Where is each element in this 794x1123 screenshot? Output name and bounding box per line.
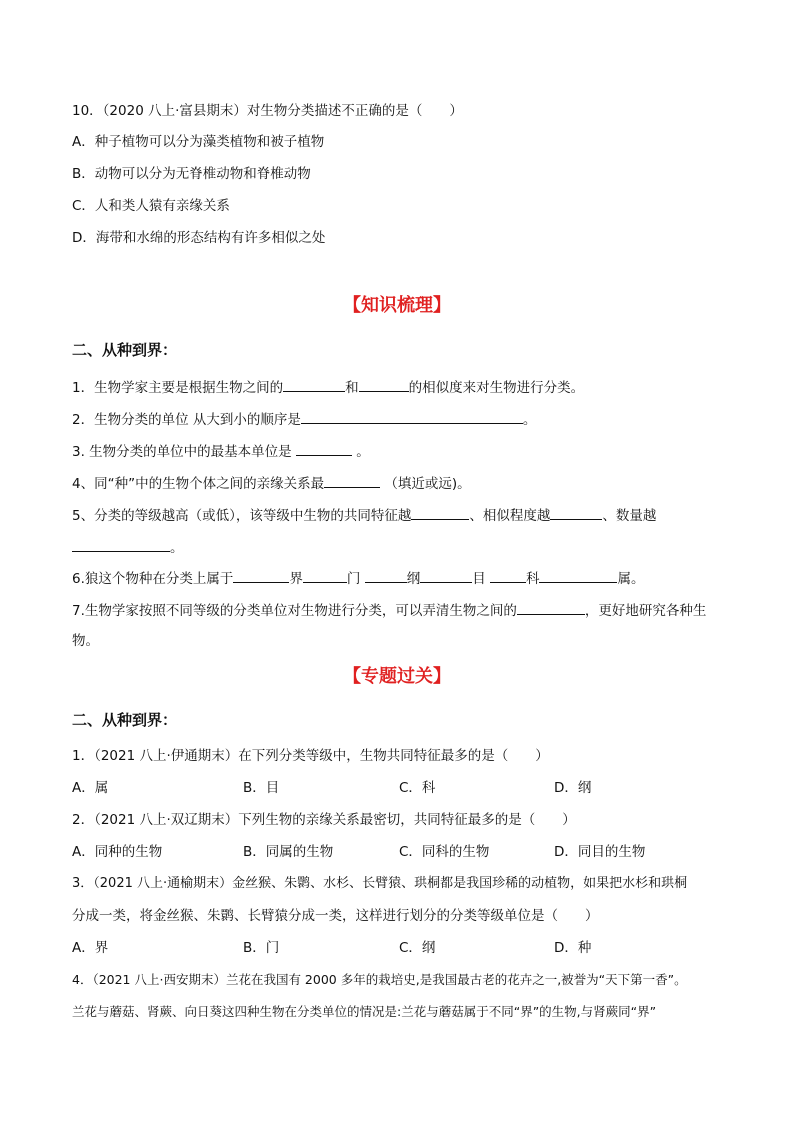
knowledge-section-title: 二、从种到界： [72,341,178,359]
practice-q3-option: D．种 [554,940,592,956]
practice-heading: 【专题过关】 [343,666,451,687]
knowledge-item-5-cont [72,536,184,558]
practice-q3-option: C．纲 [399,940,436,956]
practice-q3-option: A．界 [72,940,109,956]
item-5-text-c: 、数量越 [602,508,657,524]
fill-blank[interactable] [301,408,523,424]
practice-q2-option: A．同种的生物 [72,844,163,860]
item-6-text-d: 纲 [406,571,421,587]
item-7-text-b: ，更好地研究各种生 [584,603,707,619]
fill-blank[interactable] [303,567,347,583]
fill-blank[interactable] [517,599,585,615]
practice-q4-stem-line1: 4．（2021 八上·西安期末）兰花在我国有 2000 多年的栽培史,是我国最古老的花卉之一,被誉为“天下第一香”。 [72,972,687,987]
fill-blank[interactable] [490,567,526,583]
item-3-text-b: 。 [351,444,370,460]
item-3-text-a: 3. 生物分类的单位中的最基本单位是 [72,444,296,460]
practice-q2-option: C．同科的生物 [399,844,490,860]
item-4-text-a: 4、同“种”中的生物个体之间的亲缘关系最 [72,476,325,492]
item-4-text-b: （填近或远)。 [380,476,471,492]
item-6-text-a: 6.狼这个物种在分类上属于 [72,571,234,587]
question-10-option-d: D．海带和水绵的形态结构有许多相似之处 [72,230,326,246]
fill-blank[interactable] [539,567,617,583]
practice-q1-stem: 1．（2021 八上·伊通期末）在下列分类等级中，生物共同特征最多的是（ ） [72,748,549,764]
practice-q1-option: D．纲 [554,780,592,796]
practice-q4-stem-line2: 兰花与蘑菇、肾蕨、向日葵这四种生物在分类单位的情况是:兰花与蘑菇属于不同“界”的生物,与肾蕨同“界” [72,1004,657,1019]
question-10-option-a: A．种子植物可以分为藻类植物和被子植物 [72,134,325,150]
item-1-text-b: 和 [345,380,359,396]
fill-blank[interactable] [359,376,409,392]
item-2-text-b: 。 [522,412,537,428]
question-10-option-b: B．动物可以分为无脊椎动物和脊椎动物 [72,166,311,182]
item-6-text-b: 界 [289,571,303,587]
practice-q1-option: B．目 [243,780,280,796]
knowledge-heading: 【知识梳理】 [343,295,451,316]
item-2-text-a: 2．生物分类的单位 从大到小的顺序是 [72,412,301,428]
item-1-text-c: 的相似度来对生物进行分类。 [408,380,585,396]
question-10-option-c: C．人和类人猿有亲缘关系 [72,198,230,214]
knowledge-item-5 [72,504,656,526]
practice-q1-option: C．科 [399,780,436,796]
knowledge-item-3 [72,440,370,462]
practice-q3-option: B．门 [243,940,280,956]
knowledge-item-4 [72,472,471,494]
knowledge-item-1 [72,376,584,398]
practice-q1-option: A．属 [72,780,109,796]
fill-blank[interactable] [550,504,602,520]
item-5-text-b: 、相似程度越 [469,508,551,524]
item-6-text-e: 目 [472,571,490,587]
item-1-text-a: 1．生物学家主要是根据生物之间的 [72,380,284,396]
knowledge-item-2 [72,408,536,430]
fill-blank[interactable] [296,440,352,456]
item-5-text-d: 。 [170,540,184,556]
fill-blank[interactable] [72,536,170,552]
item-6-text-c: 门 [346,571,365,587]
item-5-text-a: 5、分类的等级越高（或低），该等级中生物的共同特征越 [72,508,412,524]
knowledge-item-7 [72,599,706,621]
practice-q2-stem: 2．（2021 八上·双辽期末）下列生物的亲缘关系最密切，共同特征最多的是（ ） [72,812,576,828]
practice-q2-option: B．同属的生物 [243,844,334,860]
item-6-text-g: 属。 [617,571,645,587]
practice-section-title: 二、从种到界： [72,711,178,729]
knowledge-item-6 [72,567,644,589]
fill-blank[interactable] [283,376,345,392]
practice-q2-option: D．同目的生物 [554,844,646,860]
fill-blank[interactable] [233,567,289,583]
practice-q3-stem-line1: 3．（2021 八上·通榆期末）金丝猴、朱鹮、水杉、长臂猿、珙桐都是我国珍稀的动植物，如果把水杉和珙桐 [72,876,688,891]
knowledge-item-7-cont: 物。 [72,633,99,649]
practice-q3-stem-line2: 分成一类，将金丝猴、朱鹮、长臂猿分成一类，这样进行划分的分类等级单位是（ ） [72,908,599,924]
fill-blank[interactable] [411,504,469,520]
item-7-text-a: 7.生物学家按照不同等级的分类单位对生物进行分类，可以弄清生物之间的 [72,603,517,619]
item-6-text-f: 科 [525,571,540,587]
fill-blank[interactable] [324,472,380,488]
fill-blank[interactable] [420,567,472,583]
question-10-stem: 10．（2020 八上·富县期末）对生物分类描述不正确的是（ ） [72,103,463,119]
fill-blank[interactable] [365,567,407,583]
